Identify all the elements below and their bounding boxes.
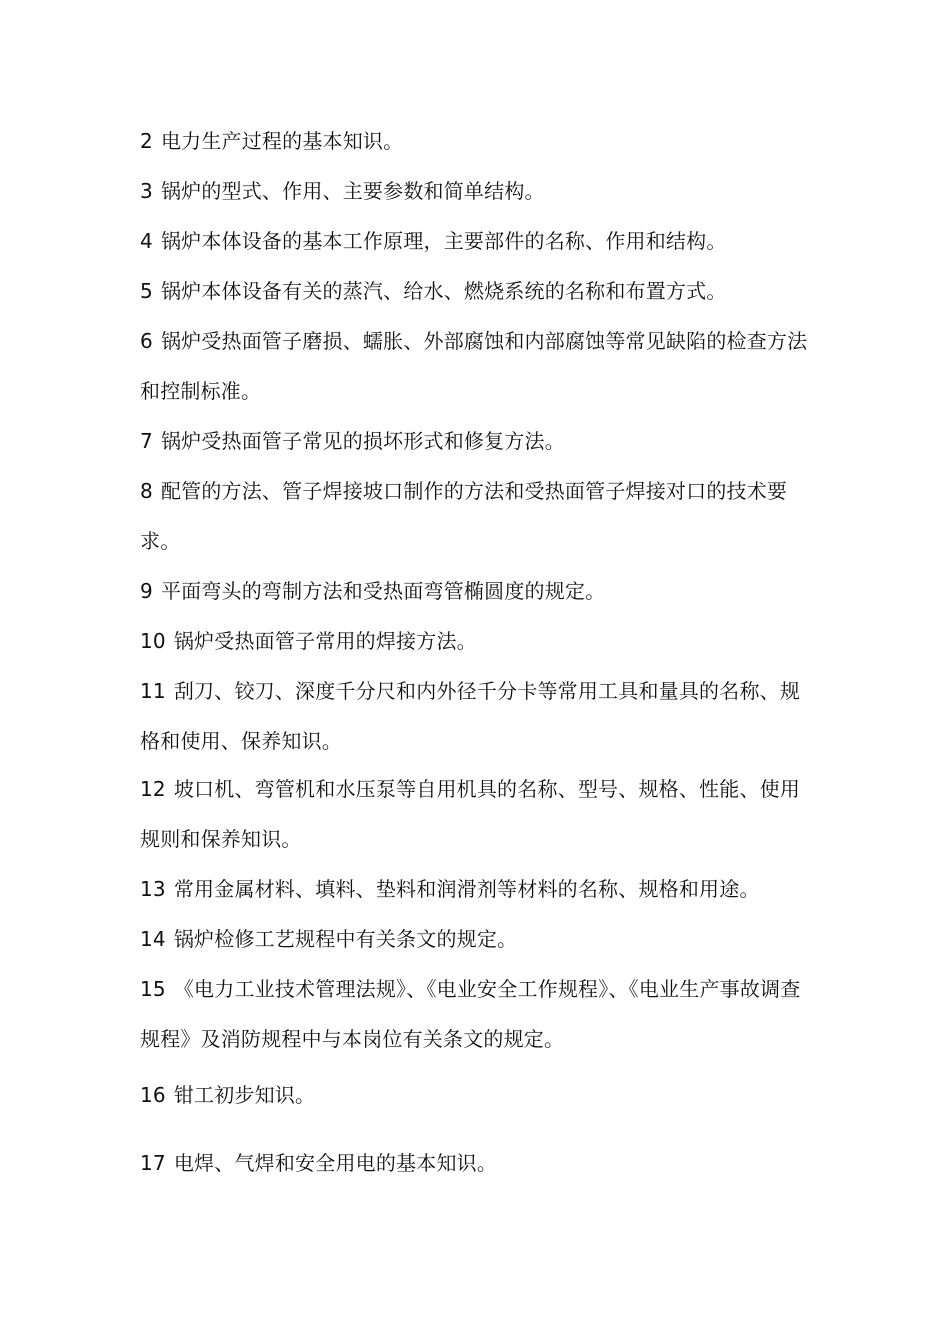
list-item xyxy=(140,1138,820,1188)
item-number: 14 xyxy=(140,927,166,951)
item-text: 锅炉本体设备的基本工作原理，主要部件的名称、作用和结构。 xyxy=(160,229,727,253)
list-item xyxy=(140,416,820,466)
item-number: 4 xyxy=(140,229,153,253)
item-number: 5 xyxy=(140,279,153,303)
list-item xyxy=(140,466,820,566)
list-item xyxy=(140,166,820,216)
list-item xyxy=(140,116,820,166)
item-text: 电力生产过程的基本知识。 xyxy=(160,129,404,153)
item-text: 坡口机、弯管机和水压泵等自用机具的名称、型号、规格、性能、使用规则和保养知识。 xyxy=(140,777,801,851)
list-item xyxy=(140,764,820,864)
item-number: 10 xyxy=(140,629,166,653)
item-text: 锅炉本体设备有关的蒸汽、给水、燃烧系统的名称和布置方式。 xyxy=(160,279,727,303)
item-number: 2 xyxy=(140,129,153,153)
item-text: 锅炉受热面管子常见的损坏形式和修复方法。 xyxy=(160,429,565,453)
list-item xyxy=(140,964,820,1064)
list-item xyxy=(140,616,820,666)
item-text: 锅炉检修工艺规程中有关条文的规定。 xyxy=(173,927,518,951)
item-number: 17 xyxy=(140,1151,166,1175)
item-text: 《电力工业技术管理法规》、《电业安全工作规程》、《电业生产事故调查规程》及消防规程中与本岗位有关条文的规定。 xyxy=(140,977,801,1051)
item-text: 电焊、气焊和安全用电的基本知识。 xyxy=(173,1151,498,1175)
list-item xyxy=(140,1070,820,1120)
list-item xyxy=(140,316,820,416)
item-text: 刮刀、铰刀、深度千分尺和内外径千分卡等常用工具和量具的名称、规格和使用、保养知识。 xyxy=(140,679,801,753)
item-number: 15 xyxy=(140,977,166,1001)
list-item xyxy=(140,914,820,964)
item-text: 锅炉的型式、作用、主要参数和简单结构。 xyxy=(160,179,545,203)
list-item xyxy=(140,266,820,316)
item-number: 11 xyxy=(140,679,166,703)
item-number: 12 xyxy=(140,777,166,801)
list-item xyxy=(140,216,820,266)
item-number: 6 xyxy=(140,329,153,353)
item-number: 9 xyxy=(140,579,153,603)
item-number: 13 xyxy=(140,877,166,901)
item-text: 锅炉受热面管子常用的焊接方法。 xyxy=(173,629,477,653)
item-number: 16 xyxy=(140,1083,166,1107)
item-text: 配管的方法、管子焊接坡口制作的方法和受热面管子焊接对口的技术要求。 xyxy=(140,479,788,553)
list-item xyxy=(140,666,820,766)
item-text: 常用金属材料、填料、垫料和润滑剂等材料的名称、规格和用途。 xyxy=(173,877,760,901)
list-item xyxy=(140,566,820,616)
item-text: 平面弯头的弯制方法和受热面弯管椭圆度的规定。 xyxy=(160,579,606,603)
item-number: 3 xyxy=(140,179,153,203)
item-text: 锅炉受热面管子磨损、蠕胀、外部腐蚀和内部腐蚀等常见缺陷的检查方法和控制标准。 xyxy=(140,329,808,403)
item-text: 钳工初步知识。 xyxy=(173,1083,316,1107)
item-number: 7 xyxy=(140,429,153,453)
list-item xyxy=(140,864,820,914)
item-number: 8 xyxy=(140,479,153,503)
